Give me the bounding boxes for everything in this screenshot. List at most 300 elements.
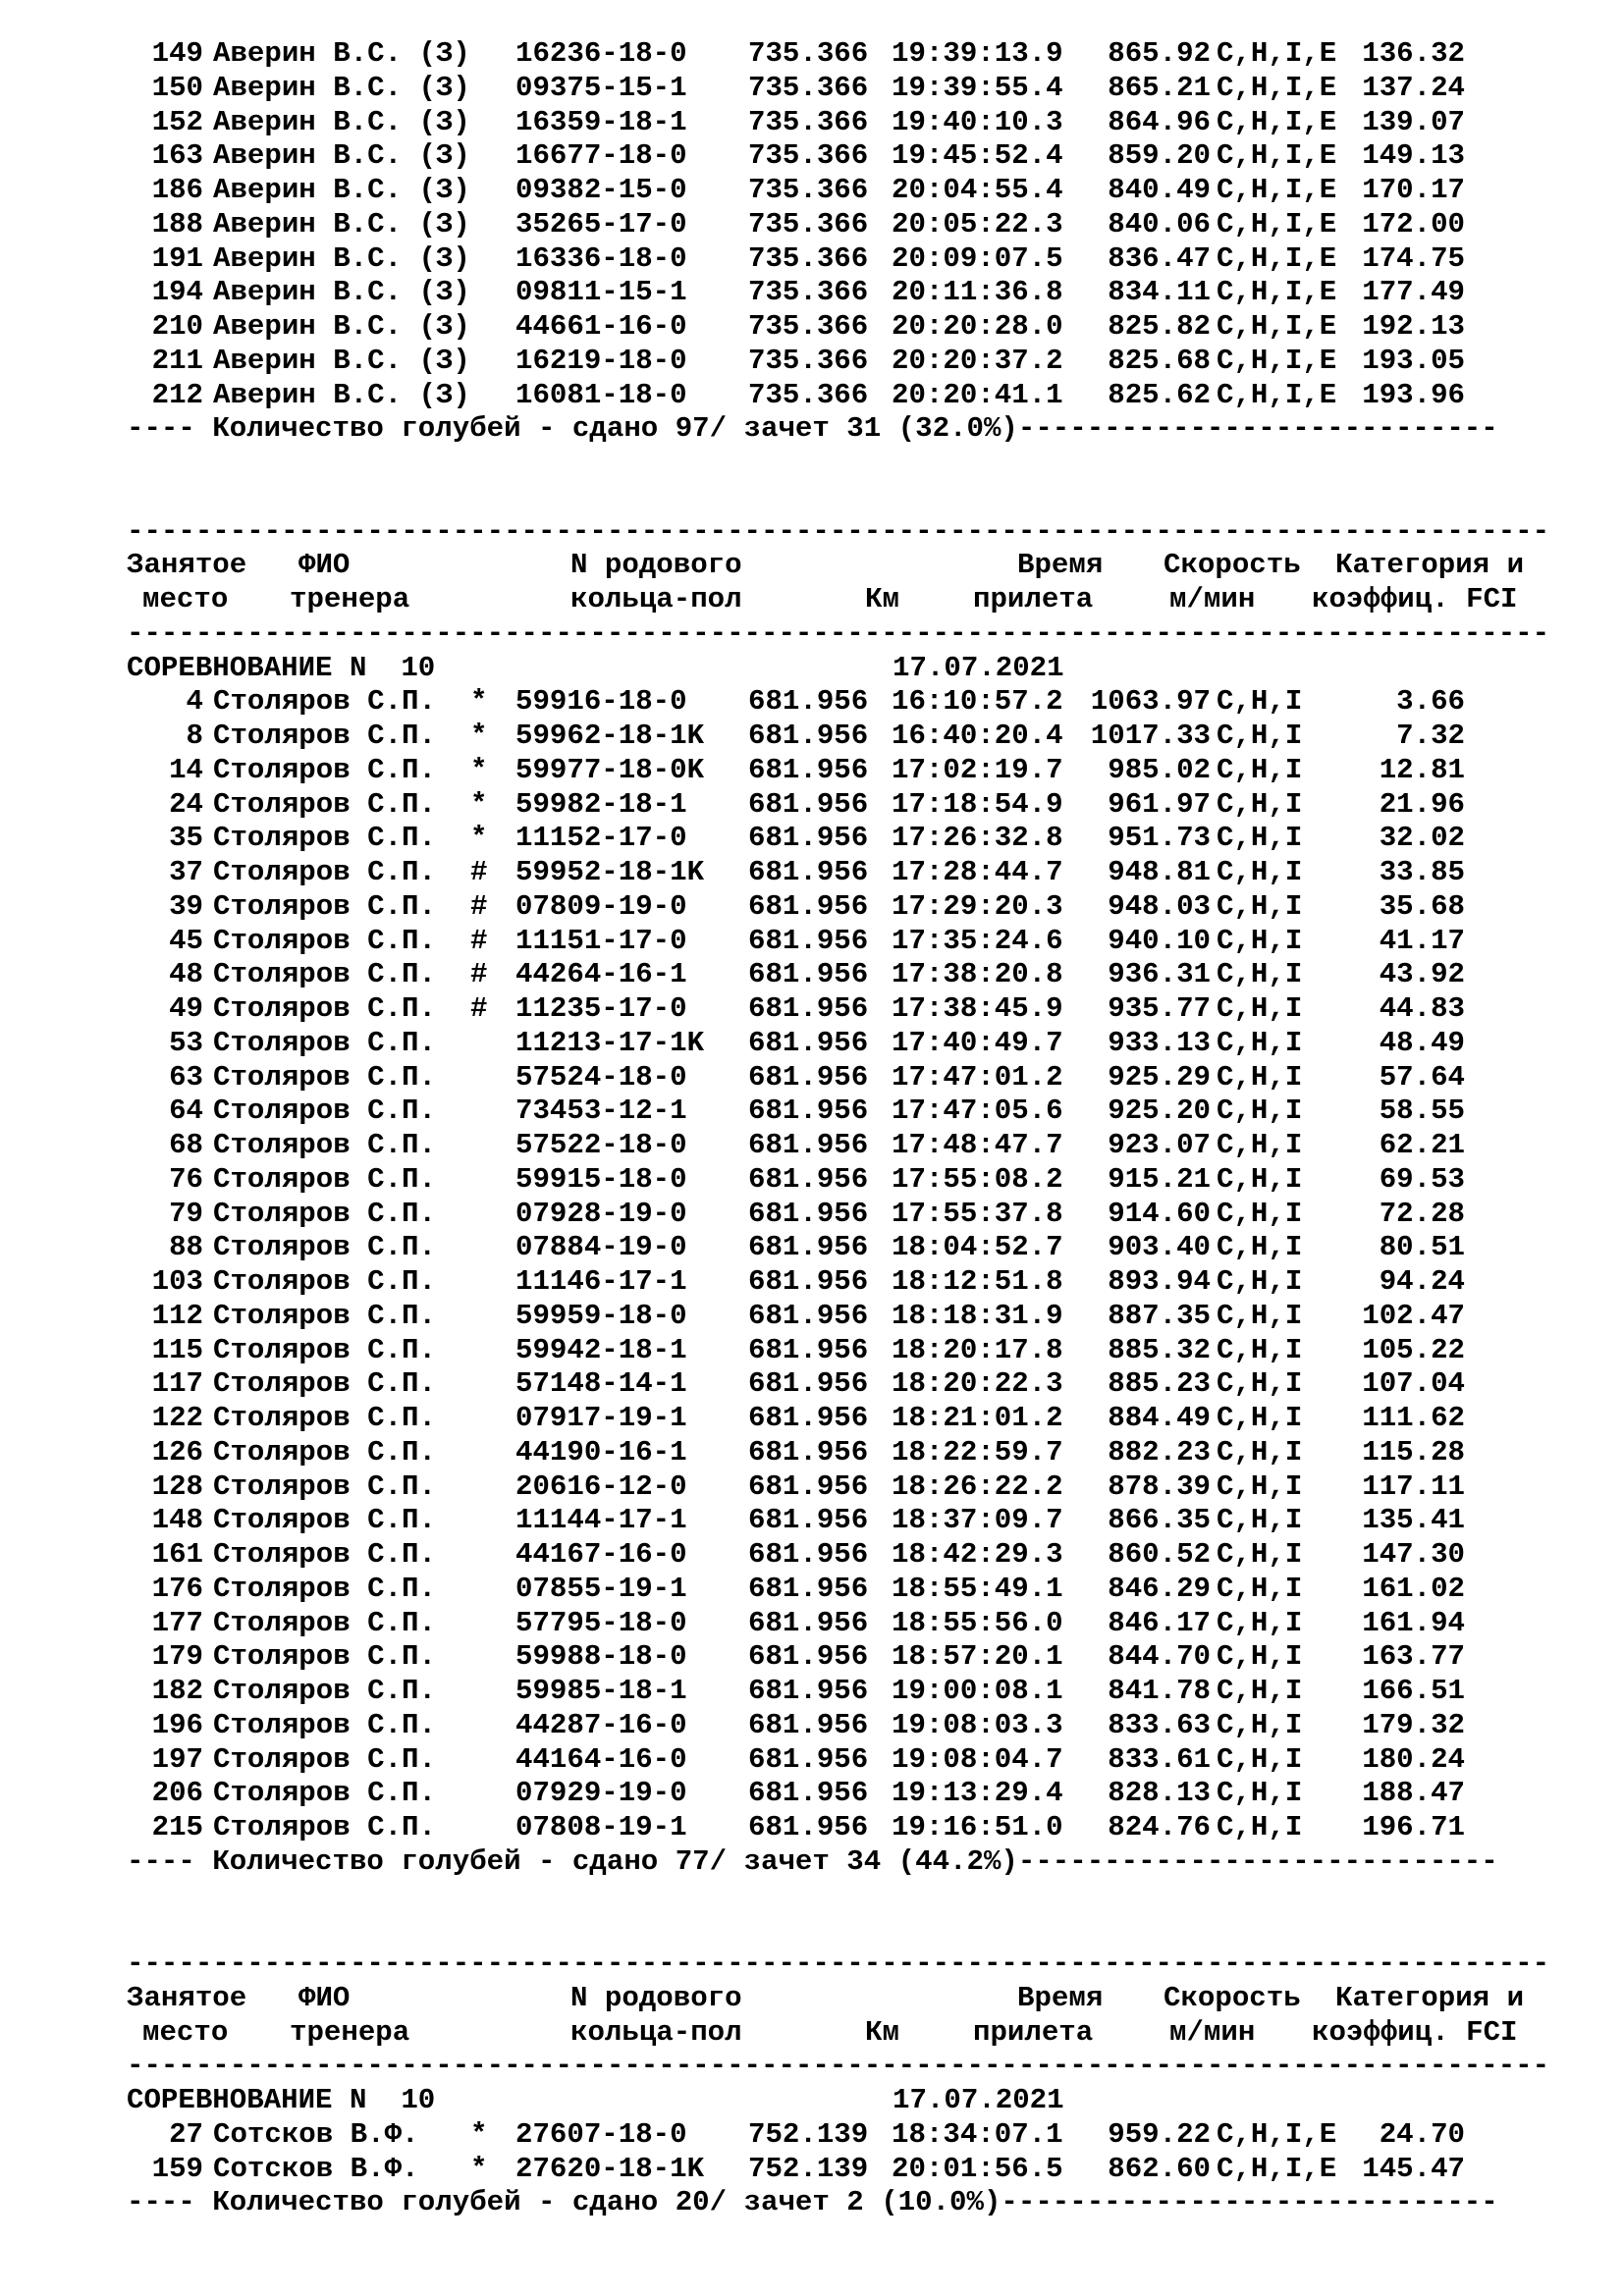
speed-cell: 833.61	[1108, 1742, 1211, 1776]
trainer-name-cell: Аверин В.С. (З)	[213, 37, 470, 70]
place-cell: 79	[169, 1197, 203, 1230]
distance-cell: 681.956	[748, 1299, 869, 1332]
speed-cell: 825.68	[1108, 344, 1211, 377]
category-cell: C,H,I	[1217, 1129, 1303, 1161]
distance-cell: 681.956	[748, 1708, 869, 1741]
arrival-time-cell: 16:10:57.2	[892, 685, 1063, 719]
speed-cell: 940.10	[1108, 924, 1211, 957]
table-row	[127, 992, 1599, 1027]
arrival-time-cell: 20:20:41.1	[892, 378, 1063, 411]
mark-cell: *	[470, 753, 488, 786]
place-cell: 4	[186, 685, 203, 719]
fci-coef-cell: 32.02	[1379, 822, 1465, 855]
fci-coef-cell: 193.05	[1362, 344, 1465, 377]
distance-cell: 681.956	[748, 1129, 869, 1161]
category-cell: C,H,I	[1217, 1402, 1303, 1434]
ring-number-cell: 09382-15-0	[515, 174, 687, 206]
ring-number-cell: 07917-19-1	[515, 1402, 687, 1434]
place-cell: 64	[169, 1095, 203, 1128]
distance-cell: 735.366	[748, 276, 869, 309]
trainer-name-cell: Столяров С.П.	[213, 1265, 436, 1298]
arrival-time-cell: 18:12:51.8	[892, 1265, 1063, 1298]
arrival-time-cell: 17:40:49.7	[892, 1026, 1063, 1059]
fci-coef-cell: 94.24	[1379, 1265, 1465, 1298]
arrival-time-cell: 19:45:52.4	[892, 139, 1063, 173]
col-name-subheading: тренера	[290, 583, 410, 615]
fci-coef-cell: 102.47	[1362, 1299, 1465, 1332]
category-cell: C,H,I	[1217, 753, 1303, 786]
trainer-name-cell: Аверин В.С. (З)	[213, 139, 470, 173]
ring-number-cell: 11146-17-1	[515, 1265, 687, 1298]
table-row	[127, 788, 1599, 823]
column-header-line-2	[127, 583, 1599, 617]
col-speed-heading: Скорость	[1164, 1981, 1301, 2014]
trainer-name-cell: Столяров С.П.	[213, 1811, 436, 1843]
category-cell: C,H,I,E	[1217, 207, 1337, 240]
summary-line: ---- Количество голубей - сдано 20/ зачет 2 (10.0%)-----------------------------	[127, 2186, 1498, 2219]
place-cell: 211	[151, 344, 203, 377]
table-row	[127, 890, 1599, 925]
speed-cell: 865.92	[1108, 37, 1211, 70]
speed-cell: 887.35	[1108, 1299, 1211, 1332]
fci-coef-cell: 188.47	[1362, 1777, 1465, 1810]
col-place-subheading: место	[142, 2015, 229, 2049]
table-row	[127, 925, 1599, 959]
trainer-name-cell: Столяров С.П.	[213, 1606, 436, 1639]
distance-cell: 681.956	[748, 992, 869, 1025]
arrival-time-cell: 20:20:37.2	[892, 344, 1063, 377]
fci-coef-cell: 137.24	[1362, 71, 1465, 104]
ring-number-cell: 59915-18-0	[515, 1162, 687, 1196]
arrival-time-cell: 17:55:37.8	[892, 1197, 1063, 1230]
arrival-time-cell: 18:18:31.9	[892, 1299, 1063, 1332]
trainer-name-cell: Столяров С.П.	[213, 1197, 436, 1230]
column-header-line-1	[127, 1982, 1599, 2016]
table-row	[127, 1231, 1599, 1265]
category-cell: C,H,I,E	[1217, 310, 1337, 343]
trainer-name-cell: Аверин В.С. (З)	[213, 174, 470, 206]
category-cell: C,H,I,E	[1217, 344, 1337, 377]
fci-coef-cell: 172.00	[1362, 207, 1465, 240]
col-place-heading: Занятое	[127, 1981, 247, 2014]
category-cell: C,H,I	[1217, 856, 1303, 888]
category-cell: C,H,I	[1217, 1606, 1303, 1639]
arrival-time-cell: 18:21:01.2	[892, 1402, 1063, 1434]
speed-cell: 885.32	[1108, 1333, 1211, 1366]
competition-line	[127, 652, 1599, 686]
competition-title: СОРЕВНОВАНИЕ N 10	[127, 651, 436, 684]
fci-coef-cell: 58.55	[1379, 1095, 1465, 1128]
col-name-subheading: тренера	[290, 2015, 410, 2049]
table-row	[127, 856, 1599, 890]
speed-cell: 846.29	[1108, 1572, 1211, 1605]
col-km-heading: Км	[865, 2015, 899, 2049]
category-cell: C,H,I,E	[1217, 276, 1337, 309]
table-row	[127, 958, 1599, 992]
place-cell: 37	[169, 856, 203, 888]
arrival-time-cell: 17:35:24.6	[892, 924, 1063, 957]
col-ring-heading: N родового	[570, 549, 742, 582]
distance-cell: 681.956	[748, 1367, 869, 1401]
place-cell: 126	[151, 1435, 203, 1468]
distance-cell: 681.956	[748, 1538, 869, 1571]
trainer-name-cell: Столяров С.П.	[213, 787, 436, 821]
ring-number-cell: 09811-15-1	[515, 276, 687, 309]
trainer-name-cell: Столяров С.П.	[213, 1026, 436, 1059]
place-cell: 128	[151, 1469, 203, 1503]
trainer-name-cell: Аверин В.С. (З)	[213, 241, 470, 275]
table-row	[127, 1300, 1599, 1334]
table-row	[127, 1709, 1599, 1743]
category-cell: C,H,I	[1217, 1708, 1303, 1741]
fci-coef-cell: 33.85	[1379, 856, 1465, 888]
speed-cell: 935.77	[1108, 992, 1211, 1025]
trainer-name-cell: Сотсков В.Ф.	[213, 2152, 419, 2185]
arrival-time-cell: 17:55:08.2	[892, 1162, 1063, 1196]
fci-coef-cell: 147.30	[1362, 1538, 1465, 1571]
mark-cell: *	[470, 685, 488, 719]
ring-number-cell: 59985-18-1	[515, 1675, 687, 1707]
place-cell: 112	[151, 1299, 203, 1332]
speed-cell: 925.20	[1108, 1095, 1211, 1128]
distance-cell: 735.366	[748, 378, 869, 411]
arrival-time-cell: 20:20:28.0	[892, 310, 1063, 343]
ring-number-cell: 35265-17-0	[515, 207, 687, 240]
ring-number-cell: 59988-18-0	[515, 1640, 687, 1674]
arrival-time-cell: 18:37:09.7	[892, 1504, 1063, 1537]
distance-cell: 681.956	[748, 1606, 869, 1639]
ring-number-cell: 44287-16-0	[515, 1708, 687, 1741]
distance-cell: 735.366	[748, 207, 869, 240]
trainer-name-cell: Столяров С.П.	[213, 1162, 436, 1196]
table-row	[127, 2118, 1599, 2153]
speed-cell: 860.52	[1108, 1538, 1211, 1571]
place-cell: 103	[151, 1265, 203, 1298]
distance-cell: 735.366	[748, 310, 869, 343]
mark-cell: #	[470, 992, 488, 1025]
table-row	[127, 1163, 1599, 1198]
mark-cell: *	[470, 822, 488, 855]
distance-cell: 681.956	[748, 1162, 869, 1196]
trainer-name-cell: Столяров С.П.	[213, 1504, 436, 1537]
header-rule-top: -----------------------------------------------------------------------------------	[127, 514, 1550, 548]
place-cell: 14	[169, 753, 203, 786]
mark-cell: #	[470, 856, 488, 888]
column-header-line-1	[127, 549, 1599, 583]
fci-coef-cell: 69.53	[1379, 1162, 1465, 1196]
ring-number-cell: 20616-12-0	[515, 1469, 687, 1503]
arrival-time-cell: 20:05:22.3	[892, 207, 1063, 240]
col-km-heading: Км	[865, 583, 899, 615]
distance-cell: 681.956	[748, 1026, 869, 1059]
category-cell: C,H,I	[1217, 1367, 1303, 1401]
competition-title: СОРЕВНОВАНИЕ N 10	[127, 2084, 436, 2116]
table-row	[127, 1367, 1599, 1402]
speed-cell: 959.22	[1108, 2117, 1211, 2151]
place-cell: 45	[169, 924, 203, 957]
table-row	[127, 208, 1599, 242]
fci-coef-cell: 57.64	[1379, 1060, 1465, 1094]
distance-cell: 681.956	[748, 787, 869, 821]
speed-cell: 923.07	[1108, 1129, 1211, 1161]
table-row	[127, 1675, 1599, 1709]
arrival-time-cell: 17:18:54.9	[892, 787, 1063, 821]
category-cell: C,H,I	[1217, 1572, 1303, 1605]
col-speed-heading: Скорость	[1164, 549, 1301, 582]
place-cell: 194	[151, 276, 203, 309]
speed-cell: 948.03	[1108, 889, 1211, 923]
trainer-name-cell: Столяров С.П.	[213, 958, 436, 991]
place-cell: 76	[169, 1162, 203, 1196]
fci-coef-cell: 111.62	[1362, 1402, 1465, 1434]
col-name-heading: ФИО	[298, 549, 351, 582]
category-cell: C,H,I	[1217, 787, 1303, 821]
trainer-name-cell: Столяров С.П.	[213, 1435, 436, 1468]
trainer-name-cell: Аверин В.С. (З)	[213, 276, 470, 309]
fci-coef-cell: 136.32	[1362, 37, 1465, 70]
distance-cell: 681.956	[748, 889, 869, 923]
arrival-time-cell: 18:04:52.7	[892, 1231, 1063, 1264]
distance-cell: 735.366	[748, 71, 869, 104]
category-cell: C,H,I,E	[1217, 241, 1337, 275]
speed-cell: 893.94	[1108, 1265, 1211, 1298]
trainer-name-cell: Столяров С.П.	[213, 1777, 436, 1810]
category-cell: C,H,I	[1217, 1265, 1303, 1298]
table-row	[127, 72, 1599, 106]
competition-date: 17.07.2021	[893, 2084, 1064, 2116]
ring-number-cell: 59916-18-0	[515, 685, 687, 719]
ring-number-cell: 07929-19-0	[515, 1777, 687, 1810]
arrival-time-cell: 17:38:20.8	[892, 958, 1063, 991]
category-cell: C,H,I	[1217, 1640, 1303, 1674]
place-cell: 39	[169, 889, 203, 923]
column-header-line-2	[127, 2016, 1599, 2051]
arrival-time-cell: 20:11:36.8	[892, 276, 1063, 309]
trainer-name-cell: Столяров С.П.	[213, 1742, 436, 1776]
ring-number-cell: 27620-18-1K	[515, 2152, 705, 2185]
ring-number-cell: 59959-18-0	[515, 1299, 687, 1332]
fci-coef-cell: 80.51	[1379, 1231, 1465, 1264]
arrival-time-cell: 19:13:29.4	[892, 1777, 1063, 1810]
col-place-subheading: место	[142, 583, 229, 615]
trainer-name-cell: Столяров С.П.	[213, 1469, 436, 1503]
category-cell: C,H,I,E	[1217, 37, 1337, 70]
category-cell: C,H,I	[1217, 1675, 1303, 1707]
distance-cell: 681.956	[748, 1231, 869, 1264]
place-cell: 150	[151, 71, 203, 104]
mark-cell: *	[470, 787, 488, 821]
speed-cell: 846.17	[1108, 1606, 1211, 1639]
ring-number-cell: 09375-15-1	[515, 71, 687, 104]
distance-cell: 681.956	[748, 1640, 869, 1674]
place-cell: 24	[169, 787, 203, 821]
ring-number-cell: 59982-18-1	[515, 787, 687, 821]
results-document	[127, 37, 1599, 2220]
distance-cell: 681.956	[748, 1265, 869, 1298]
place-cell: 149	[151, 37, 203, 70]
fci-coef-cell: 139.07	[1362, 105, 1465, 138]
ring-number-cell: 44661-16-0	[515, 310, 687, 343]
arrival-time-cell: 18:57:20.1	[892, 1640, 1063, 1674]
fci-coef-cell: 24.70	[1379, 2117, 1465, 2151]
summary-line: ---- Количество голубей - сдано 77/ зачет 34 (44.2%)----------------------------	[127, 1844, 1498, 1878]
category-cell: C,H,I	[1217, 924, 1303, 957]
place-cell: 88	[169, 1231, 203, 1264]
table-row	[127, 276, 1599, 310]
distance-cell: 735.366	[748, 37, 869, 70]
section-gap	[127, 1880, 1599, 1949]
distance-cell: 681.956	[748, 1197, 869, 1230]
speed-cell: 840.49	[1108, 174, 1211, 206]
place-cell: 191	[151, 241, 203, 275]
place-cell: 68	[169, 1129, 203, 1161]
arrival-time-cell: 20:04:55.4	[892, 174, 1063, 206]
col-ring-heading: N родового	[570, 1981, 742, 2014]
speed-cell: 825.82	[1108, 310, 1211, 343]
table-row	[127, 685, 1599, 720]
arrival-time-cell: 17:29:20.3	[892, 889, 1063, 923]
fci-coef-cell: 174.75	[1362, 241, 1465, 275]
speed-cell: 885.23	[1108, 1367, 1211, 1401]
distance-cell: 681.956	[748, 856, 869, 888]
ring-number-cell: 73453-12-1	[515, 1095, 687, 1128]
fci-coef-cell: 145.47	[1362, 2152, 1465, 2185]
arrival-time-cell: 19:08:03.3	[892, 1708, 1063, 1741]
place-cell: 117	[151, 1367, 203, 1401]
trainer-name-cell: Сотсков В.Ф.	[213, 2117, 419, 2151]
place-cell: 210	[151, 310, 203, 343]
speed-cell: 951.73	[1108, 822, 1211, 855]
trainer-name-cell: Столяров С.П.	[213, 1640, 436, 1674]
ring-number-cell: 16081-18-0	[515, 378, 687, 411]
place-cell: 197	[151, 1742, 203, 1776]
table-row	[127, 379, 1599, 413]
speed-cell: 834.11	[1108, 276, 1211, 309]
col-ring-subheading: кольца-пол	[570, 2015, 742, 2049]
speed-cell: 828.13	[1108, 1777, 1211, 1810]
speed-cell: 925.29	[1108, 1060, 1211, 1094]
speed-cell: 825.62	[1108, 378, 1211, 411]
col-speed-subheading: м/мин	[1169, 583, 1256, 615]
distance-cell: 681.956	[748, 1811, 869, 1843]
ring-number-cell: 57522-18-0	[515, 1129, 687, 1161]
distance-cell: 735.366	[748, 105, 869, 138]
distance-cell: 681.956	[748, 958, 869, 991]
category-cell: C,H,I,E	[1217, 2117, 1337, 2151]
speed-cell: 836.47	[1108, 241, 1211, 275]
arrival-time-cell: 17:47:01.2	[892, 1060, 1063, 1094]
place-cell: 176	[151, 1572, 203, 1605]
category-cell: C,H,I	[1217, 1095, 1303, 1128]
ring-number-cell: 07808-19-1	[515, 1811, 687, 1843]
category-cell: C,H,I	[1217, 1299, 1303, 1332]
col-time-subheading: прилета	[973, 583, 1094, 615]
col-category-heading: Категория и	[1335, 1981, 1525, 2014]
table-row	[127, 139, 1599, 174]
place-cell: 48	[169, 958, 203, 991]
category-cell: C,H,I	[1217, 1060, 1303, 1094]
ring-number-cell: 11151-17-0	[515, 924, 687, 957]
arrival-time-cell: 20:01:56.5	[892, 2152, 1063, 2185]
ring-number-cell: 59942-18-1	[515, 1333, 687, 1366]
distance-cell: 681.956	[748, 1402, 869, 1434]
category-cell: C,H,I	[1217, 822, 1303, 855]
ring-number-cell: 44190-16-1	[515, 1435, 687, 1468]
ring-number-cell: 44264-16-1	[515, 958, 687, 991]
place-cell: 27	[169, 2117, 203, 2151]
table-row	[127, 106, 1599, 140]
distance-cell: 681.956	[748, 685, 869, 719]
place-cell: 115	[151, 1333, 203, 1366]
distance-cell: 681.956	[748, 1777, 869, 1810]
category-cell: C,H,I	[1217, 1435, 1303, 1468]
trainer-name-cell: Столяров С.П.	[213, 1231, 436, 1264]
table-row	[127, 822, 1599, 856]
distance-cell: 681.956	[748, 1742, 869, 1776]
distance-cell: 735.366	[748, 344, 869, 377]
fci-coef-cell: 117.11	[1362, 1469, 1465, 1503]
distance-cell: 681.956	[748, 924, 869, 957]
speed-cell: 884.49	[1108, 1402, 1211, 1434]
col-time-heading: Время	[1017, 549, 1104, 582]
ring-number-cell: 07809-19-0	[515, 889, 687, 923]
ring-number-cell: 27607-18-0	[515, 2117, 687, 2151]
trainer-name-cell: Столяров С.П.	[213, 753, 436, 786]
category-cell: C,H,I,E	[1217, 2152, 1337, 2185]
arrival-time-cell: 19:39:55.4	[892, 71, 1063, 104]
ring-number-cell: 44164-16-0	[515, 1742, 687, 1776]
fci-coef-cell: 193.96	[1362, 378, 1465, 411]
arrival-time-cell: 19:08:04.7	[892, 1742, 1063, 1776]
category-cell: C,H,I	[1217, 720, 1303, 752]
speed-cell: 914.60	[1108, 1197, 1211, 1230]
distance-cell: 681.956	[748, 1333, 869, 1366]
place-cell: 122	[151, 1402, 203, 1434]
category-cell: C,H,I	[1217, 1742, 1303, 1776]
category-cell: C,H,I	[1217, 889, 1303, 923]
arrival-time-cell: 18:55:49.1	[892, 1572, 1063, 1605]
arrival-time-cell: 17:02:19.7	[892, 753, 1063, 786]
fci-coef-cell: 43.92	[1379, 958, 1465, 991]
distance-cell: 735.366	[748, 241, 869, 275]
arrival-time-cell: 18:34:07.1	[892, 2117, 1063, 2151]
ring-number-cell: 16219-18-0	[515, 344, 687, 377]
category-cell: C,H,I	[1217, 992, 1303, 1025]
distance-cell: 735.366	[748, 174, 869, 206]
category-cell: C,H,I	[1217, 958, 1303, 991]
mark-cell: *	[470, 2117, 488, 2151]
category-cell: C,H,I	[1217, 1197, 1303, 1230]
table-row	[127, 1743, 1599, 1778]
speed-cell: 859.20	[1108, 139, 1211, 173]
trainer-name-cell: Столяров С.П.	[213, 1538, 436, 1571]
ring-number-cell: 59977-18-0K	[515, 753, 705, 786]
category-cell: C,H,I	[1217, 1811, 1303, 1843]
distance-cell: 752.139	[748, 2152, 869, 2185]
trainer-name-cell: Столяров С.П.	[213, 685, 436, 719]
arrival-time-cell: 18:26:22.2	[892, 1469, 1063, 1503]
speed-cell: 841.78	[1108, 1675, 1211, 1707]
table-row	[127, 345, 1599, 379]
distance-cell: 735.366	[748, 139, 869, 173]
ring-number-cell: 11144-17-1	[515, 1504, 687, 1537]
table-row	[127, 1607, 1599, 1641]
trainer-name-cell: Столяров С.П.	[213, 1708, 436, 1741]
fci-coef-cell: 41.17	[1379, 924, 1465, 957]
table-row	[127, 310, 1599, 345]
speed-cell: 824.76	[1108, 1811, 1211, 1843]
table-row	[127, 1061, 1599, 1095]
